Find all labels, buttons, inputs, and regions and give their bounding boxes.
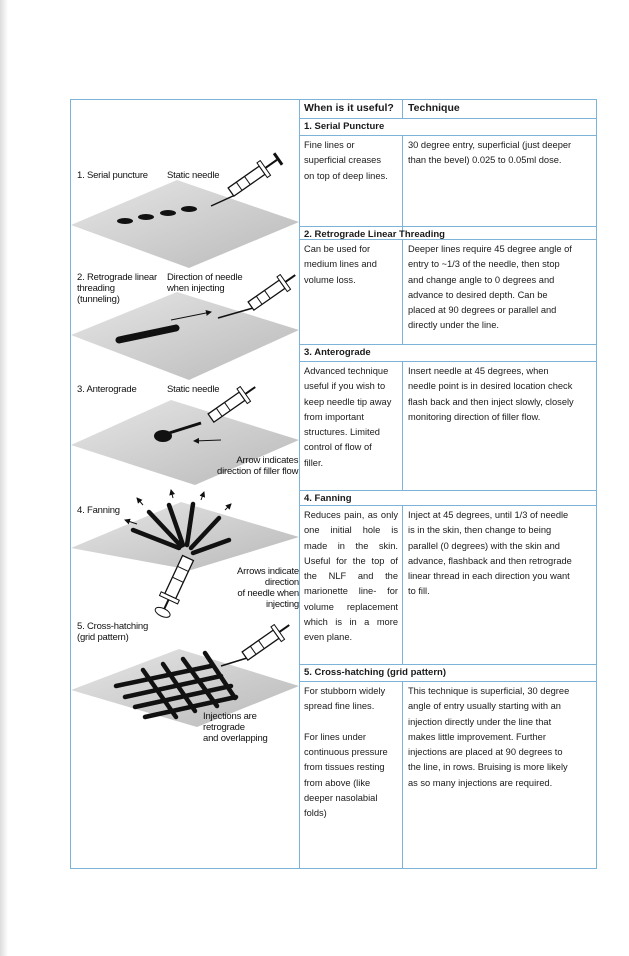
page-shadow-edge — [0, 0, 8, 956]
fanning-arrows-note: Arrows indicate direction of needle when injecting — [237, 566, 299, 610]
cross-hatching-note: Injections are retrograde and overlapping — [203, 711, 268, 744]
puncture-dot — [160, 210, 176, 216]
serial-puncture-label: 1. Serial puncture — [77, 170, 148, 181]
syringe — [240, 618, 295, 664]
cross-hatching-label: 5. Cross-hatching (grid pattern) — [77, 621, 149, 643]
technique-cell: 30 degree entry, superficial (just deeper than the bevel) 0.025 to 0.05ml dose. — [408, 140, 572, 166]
anterograde-arrow-note: Arrow indicates direction of filler flow — [217, 455, 299, 477]
retrograde-label: 2. Retrograde linear threading (tunneling) — [77, 272, 157, 305]
fanning-label: 4. Fanning — [77, 505, 120, 516]
useful-cell: Advanced technique useful if you wish to keep needle tip away from important structures. Limited control of flow of filler. — [299, 362, 403, 490]
section-title-cross-hatching: 5. Cross-hatching (grid pattern) — [299, 664, 596, 682]
illustration-column — [71, 100, 299, 868]
table-row — [299, 240, 596, 344]
anterograde-label: 3. Anterograde — [77, 384, 137, 395]
table-row — [299, 136, 596, 232]
puncture-dot — [117, 218, 133, 224]
section-title-retrograde: 2. Retrograde Linear Threading — [299, 226, 596, 240]
table-row — [299, 506, 596, 664]
skin-plane — [71, 292, 299, 380]
anterograde-static-needle-note: Static needle — [167, 384, 220, 395]
technique-cell: Insert needle at 45 degrees, when needle point is in desired location check flash back and then inject slowly, closely monitoring direction of filler flow. — [408, 366, 574, 422]
section-title-fanning: 4. Fanning — [299, 490, 596, 506]
retrograde-direction-note: Direction of needle when injecting — [167, 272, 243, 294]
useful-cell: Reduces pain, as only one initial hole is made in the skin. Useful for the top of the NLF and the marionette line- for volume replacement which is in a more even plane. — [299, 506, 403, 664]
useful-cell: For stubborn widely spread fine lines. For lines under continuous pressure from tissues resting from above (like deeper nasolabial folds) — [299, 682, 403, 868]
technique-figure-frame — [70, 99, 597, 869]
puncture-dot — [181, 206, 197, 212]
syringe — [246, 268, 299, 314]
header-useful: When is it useful? — [299, 100, 403, 118]
table-header-row — [299, 100, 596, 118]
skin-plane — [71, 180, 299, 268]
serial-static-needle-note: Static needle — [167, 170, 220, 181]
header-technique: Technique — [408, 102, 460, 114]
illustration-drawings — [71, 100, 299, 868]
puncture-dot — [138, 214, 154, 220]
syringe — [226, 151, 285, 200]
technique-cell: Inject at 45 degrees, until 1/3 of needle is in the skin, then change to being parallel (0 degrees) with the skin and advance, flashback and then retrograde linear thread in each direction you want to fill. — [408, 510, 572, 597]
technique-cell: Deeper lines require 45 degree angle of entry to ~1/3 of the needle, then stop and change angle to 0 degrees and advance to desired depth. Can be placed at 90 degrees or parallel and directly under the line. — [408, 244, 572, 331]
section-title-serial-puncture: 1. Serial Puncture — [299, 118, 596, 136]
table-row — [299, 362, 596, 490]
useful-cell: Fine lines or superficial creases on top of deep lines. — [299, 136, 403, 232]
useful-cell: Can be used for medium lines and volume loss. — [299, 240, 403, 344]
table-row — [299, 682, 596, 868]
section-title-anterograde: 3. Anterograde — [299, 344, 596, 362]
technique-cell: This technique is superficial, 30 degree angle of entry usually starting with an injection directly under the line that makes little improvement. Further injections are placed at 90 degrees to the line, in rows. Bruising is more likely as so many injections are required. — [408, 686, 570, 788]
serial-puncture-drawing — [71, 151, 299, 268]
